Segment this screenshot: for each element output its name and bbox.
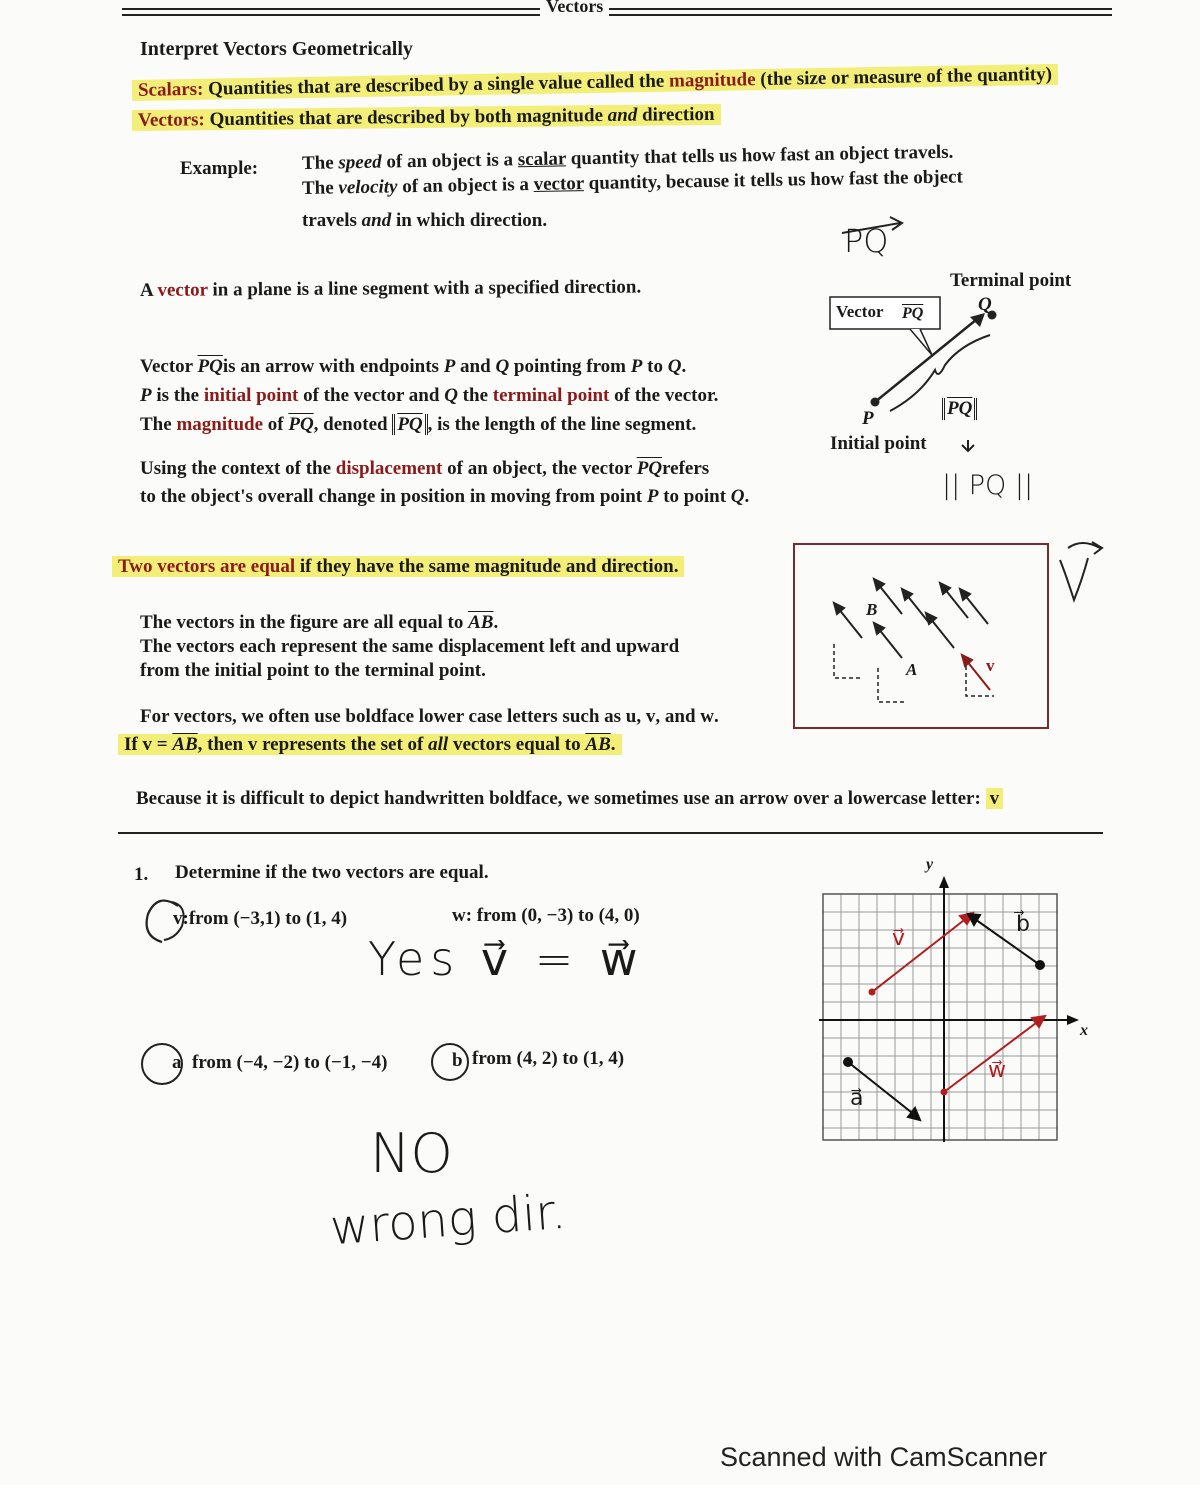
graph-vector-w-start xyxy=(941,1089,948,1096)
part-c-w-line: w: from (0, −3) to (4, 0) xyxy=(452,905,640,926)
dashed-guide xyxy=(878,668,906,702)
dashed-guide xyxy=(834,644,862,678)
graph-x-label: x xyxy=(1080,1022,1088,1039)
callout-pointer xyxy=(910,329,932,355)
graph-b-label: b⃗ xyxy=(1016,912,1030,937)
p-label: P xyxy=(862,408,874,429)
displacement-line-1: Using the context of the displacement of an object, the vector $\overline{PQ}refers$ xyxy=(140,458,710,479)
page-subtitle: Interpret Vectors Geometrically xyxy=(140,38,413,60)
displacement-line-2: to the object's overall change in position in moving from point P to point Q. xyxy=(140,486,750,507)
vector-definition-line: A vector in a plane is a line segment with a specified direction. xyxy=(139,276,642,301)
handwritten-v-arrow xyxy=(1068,542,1102,554)
header-rule-bottom xyxy=(122,14,1112,16)
handwritten-norm: || PQ || xyxy=(942,470,1034,501)
example-line-3: travels and in which direction. xyxy=(302,210,548,231)
equal-vectors-figure xyxy=(790,540,1120,740)
graph-vector-b-start xyxy=(1036,961,1044,969)
equal-vector xyxy=(878,628,902,658)
callout-vector-label: Vector xyxy=(836,302,884,321)
example-line-1: The speed of an object is a scalar quantity that tells us how fast an object travels. xyxy=(301,141,954,174)
figure-displacement-line: The vectors each represent the same displacement left and upward xyxy=(140,636,680,657)
handwritten-down-arrow xyxy=(962,440,974,451)
callout-pq-label: $\overline{PQ}$ xyxy=(902,305,924,322)
graph-a-label: a⃗ xyxy=(850,1086,864,1111)
vectors-definition: Vectors: Quantities that are described by both magnitude and direction xyxy=(132,104,721,132)
handwritten-pq: PQ xyxy=(844,222,889,260)
graph-vector-a-start xyxy=(844,1058,852,1066)
graph-w-label: w⃗ xyxy=(988,1058,1006,1083)
equal-vectors-definition: Two vectors are equal if they have the same magnitude and direction. xyxy=(112,556,684,578)
part-c-v-line: v:from (−3,1) to (1, 4) xyxy=(173,908,348,929)
part-a-label: a xyxy=(172,1052,182,1073)
handwritten-no: NO xyxy=(370,1122,453,1185)
equal-vector xyxy=(930,618,954,648)
graph-vector-v-start xyxy=(869,989,876,996)
initial-point-label: Initial point xyxy=(830,433,927,454)
problem-prompt: Determine if the two vectors are equal. xyxy=(175,862,489,883)
norm-label: $\overline{PQ}$ xyxy=(942,398,977,420)
header-rule-top xyxy=(122,8,1112,10)
figure-frame xyxy=(794,544,1048,728)
if-v-equals-ab-line: If $v = \overline{AB}$, then v represents the set of all vectors equal to $\overline{AB}$. xyxy=(118,734,622,756)
equal-vector xyxy=(838,608,862,638)
equal-vector xyxy=(878,584,902,614)
figure-equal-line: The vectors in the figure are all equal to $\overline{AB}$. xyxy=(140,612,499,633)
graph-y-label: y xyxy=(926,856,934,873)
part-b-text: from (4, 2) to (1, 4) xyxy=(472,1048,625,1069)
magnitude-line: The magnitude of $\overline{PQ}$, denoted $\overline{PQ}$ , is the length of the line segment. xyxy=(140,414,697,435)
y-axis-arrow xyxy=(939,876,949,888)
part-b-label: b xyxy=(452,1050,463,1071)
problem-number: 1. xyxy=(134,864,149,885)
graph-v-label: v⃗ xyxy=(892,926,906,951)
vector-v-label: v xyxy=(986,656,995,675)
point-b-label: B xyxy=(866,600,878,619)
q-label: Q xyxy=(978,294,992,315)
arrow-notation-line: Because it is difficult to depict handwritten boldface, we sometimes use an arrow over a lowercase letter: v xyxy=(136,788,1003,810)
handwritten-wrong-dir: wrong dir. xyxy=(328,1183,568,1257)
arrow-endpoints-line: Vector $\overline{PQ}is$ an arrow with endpoints P and Q pointing from P to Q. xyxy=(140,356,687,377)
point-a-label: A xyxy=(906,660,918,679)
example-line-2: The velocity of an object is a vector quantity, because it tells us how fast the object xyxy=(301,166,963,199)
x-axis-arrow xyxy=(1067,1015,1079,1025)
initial-point-dot xyxy=(871,398,880,407)
page-title: Vectors xyxy=(540,0,609,17)
graph-vector-v xyxy=(872,917,968,992)
terminal-point-label: Terminal point xyxy=(950,270,1072,291)
handwritten-yes-answer: Yes v⃗ = w⃗ xyxy=(368,932,644,986)
part-a-text: from (−4, −2) to (−1, −4) xyxy=(192,1052,388,1073)
camscanner-watermark: Scanned with CamScanner xyxy=(720,1442,1048,1472)
scalars-definition: Scalars: Quantities that are described by a single value called the magnitude (the size or measure of the quantity) xyxy=(132,64,1058,102)
example-label: Example: xyxy=(180,158,259,179)
handwritten-v-letter xyxy=(1060,558,1088,600)
initial-terminal-line: P is the initial point of the vector and Q the terminal point of the vector. xyxy=(140,385,719,406)
boldface-line: For vectors, we often use boldface lower case letters such as u, v, and w. xyxy=(140,706,719,727)
circle-a-mark xyxy=(138,1040,198,1090)
section-divider xyxy=(118,832,1103,834)
equal-vector xyxy=(906,594,930,624)
figure-initial-terminal-line: from the initial point to the terminal point. xyxy=(140,660,486,681)
equal-vector xyxy=(964,594,988,624)
